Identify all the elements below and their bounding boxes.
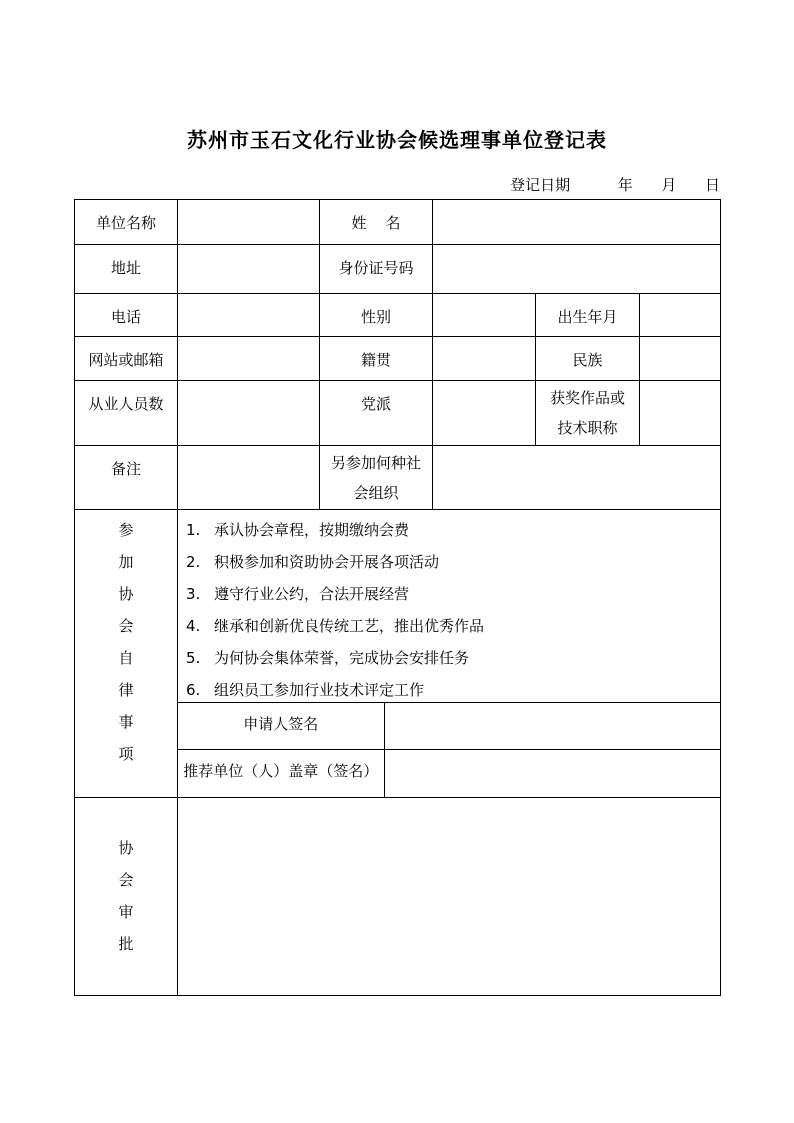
signature-table xyxy=(178,702,720,797)
field-person-name[interactable] xyxy=(433,200,721,245)
label-id-number: 身份证号码 xyxy=(320,245,433,294)
discipline-char: 加 xyxy=(118,553,134,571)
label-website: 网站或邮箱 xyxy=(75,337,178,381)
label-applicant-sign: 申请人签名 xyxy=(178,703,384,750)
label-other-org xyxy=(320,446,433,510)
field-birth[interactable] xyxy=(640,294,721,337)
field-phone[interactable] xyxy=(178,294,320,337)
label-awards xyxy=(536,381,640,446)
discipline-rules-list xyxy=(178,510,720,702)
discipline-char: 参 xyxy=(118,521,134,539)
label-awards-line1: 获奖作品或 xyxy=(549,389,625,407)
label-unit-name: 单位名称 xyxy=(75,200,178,245)
label-gender: 性别 xyxy=(320,294,433,337)
field-other-org[interactable] xyxy=(433,446,721,510)
label-birth: 出生年月 xyxy=(536,294,640,337)
rule-item: 4. 继承和创新优良传统工艺，推出优秀作品 xyxy=(186,617,485,635)
label-remarks: 备注 xyxy=(75,446,178,510)
label-phone: 电话 xyxy=(75,294,178,337)
field-applicant-sign[interactable] xyxy=(384,703,720,750)
discipline-char: 律 xyxy=(118,681,134,699)
field-approval[interactable] xyxy=(178,797,721,995)
field-staff-count[interactable] xyxy=(178,381,320,446)
form-title: 苏州市玉石文化行业协会候选理事单位登记表 xyxy=(187,128,607,152)
label-approval-vertical xyxy=(75,797,178,995)
label-discipline-vertical xyxy=(75,510,178,798)
field-native-place[interactable] xyxy=(433,337,536,381)
discipline-char: 事 xyxy=(118,713,134,731)
field-gender[interactable] xyxy=(433,294,536,337)
discipline-char: 项 xyxy=(118,745,134,763)
rule-item: 3. 遵守行业公约，合法开展经营 xyxy=(186,585,410,603)
discipline-char: 会 xyxy=(118,617,134,635)
discipline-char: 协 xyxy=(118,585,134,603)
field-recommender-seal[interactable] xyxy=(384,750,720,797)
label-address: 地址 xyxy=(75,245,178,294)
field-party[interactable] xyxy=(433,381,536,446)
label-other-org-line1: 另参加何种社 xyxy=(330,454,421,472)
rule-item: 5. 为何协会集体荣誉，完成协会安排任务 xyxy=(186,649,470,667)
label-native-place: 籍贯 xyxy=(320,337,433,381)
approval-char: 批 xyxy=(118,934,134,953)
registration-date: 登记日期 年 月 日 xyxy=(510,176,720,194)
approval-char: 协 xyxy=(118,838,134,857)
label-party: 党派 xyxy=(320,381,433,446)
label-person-name: 姓 名 xyxy=(320,200,433,245)
field-address[interactable] xyxy=(178,245,320,294)
registration-form-table xyxy=(74,199,721,996)
field-website[interactable] xyxy=(178,337,320,381)
discipline-char: 自 xyxy=(118,649,134,667)
label-awards-line2: 技术职称 xyxy=(557,419,618,437)
field-id-number[interactable] xyxy=(433,245,721,294)
label-staff-count: 从业人员数 xyxy=(75,381,178,446)
field-remarks[interactable] xyxy=(178,446,320,510)
field-ethnicity[interactable] xyxy=(640,337,721,381)
field-awards[interactable] xyxy=(640,381,721,446)
rule-item: 1. 承认协会章程，按期缴纳会费 xyxy=(186,521,410,539)
label-ethnicity: 民族 xyxy=(536,337,640,381)
approval-char: 审 xyxy=(118,902,134,921)
rule-item: 2. 积极参加和资助协会开展各项活动 xyxy=(186,553,440,571)
field-unit-name[interactable] xyxy=(178,200,320,245)
approval-char: 会 xyxy=(118,870,134,889)
discipline-content xyxy=(178,510,721,798)
label-other-org-line2: 会组织 xyxy=(353,484,399,502)
label-recommender-seal: 推荐单位（人）盖章（签名） xyxy=(178,750,384,797)
rule-item: 6. 组织员工参加行业技术评定工作 xyxy=(186,681,425,699)
